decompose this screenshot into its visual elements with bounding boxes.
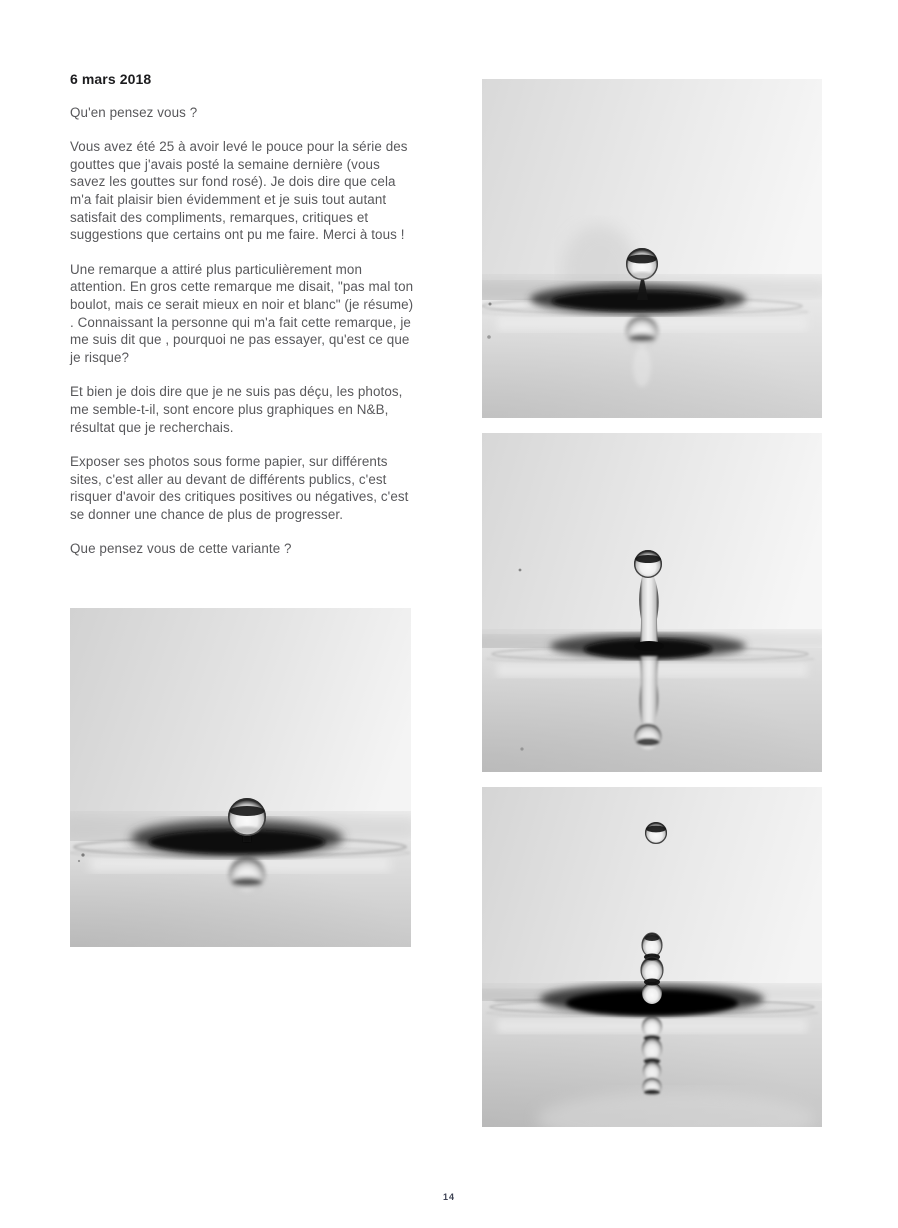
photo-falling-drop-canvas xyxy=(482,787,822,1127)
post-date-heading: 6 mars 2018 xyxy=(70,71,152,87)
photo-water-column-canvas xyxy=(482,433,822,772)
photo-falling-drop-right-bottom xyxy=(482,787,822,1127)
paragraph-expose: Exposer ses photos sous forme papier, sur différents sites, c'est aller au devant de différents publics, c'est risquer d'avoir des critiques positives ou négatives, c'est se donner une chance de plus de progresser. xyxy=(70,454,409,522)
paragraph-result: Et bien je dois dire que je ne suis pas déçu, les photos, me semble-t-il, sont encore plus graphiques en N&B, résultat que je recherchais. xyxy=(70,384,403,435)
paragraph-question-variant: Que pensez vous de cette variante ? xyxy=(70,541,292,557)
photo-drop-hover-right-top xyxy=(482,79,822,418)
paragraph-remark: Une remarque a attiré plus particulièrement mon attention. En gros cette remarque me disait, "pas mal ton boulot, mais ce serait mieux en noir et blanc" (je résume) . Connaissant la personne qui m'a fait cette remarque, je me suis dit que , pourquoi ne pas essayer, qu'est ce que je risque? xyxy=(70,261,414,365)
photo-drop-bounce-left-canvas xyxy=(70,608,411,947)
photo-drop-bounce-left xyxy=(70,608,411,947)
paragraph-question-intro: Qu'en pensez vous ? xyxy=(70,104,198,120)
photo-drop-hover-canvas xyxy=(482,79,822,418)
page-number: 14 xyxy=(442,1192,455,1202)
paragraph-likes: Vous avez été 25 à avoir levé le pouce pour la série des gouttes que j'avais posté la semaine dernière (vous savez les gouttes sur fond rosé). Je dois dire que cela m'a fait plaisir bien évidemment et je suis tout autant satisfait des compliments, remarques, critiques et suggestions que certains ont pu me faire. Merci à tous ! xyxy=(70,139,408,243)
article-text-column xyxy=(70,71,418,575)
photo-water-column-right-middle xyxy=(482,433,822,772)
